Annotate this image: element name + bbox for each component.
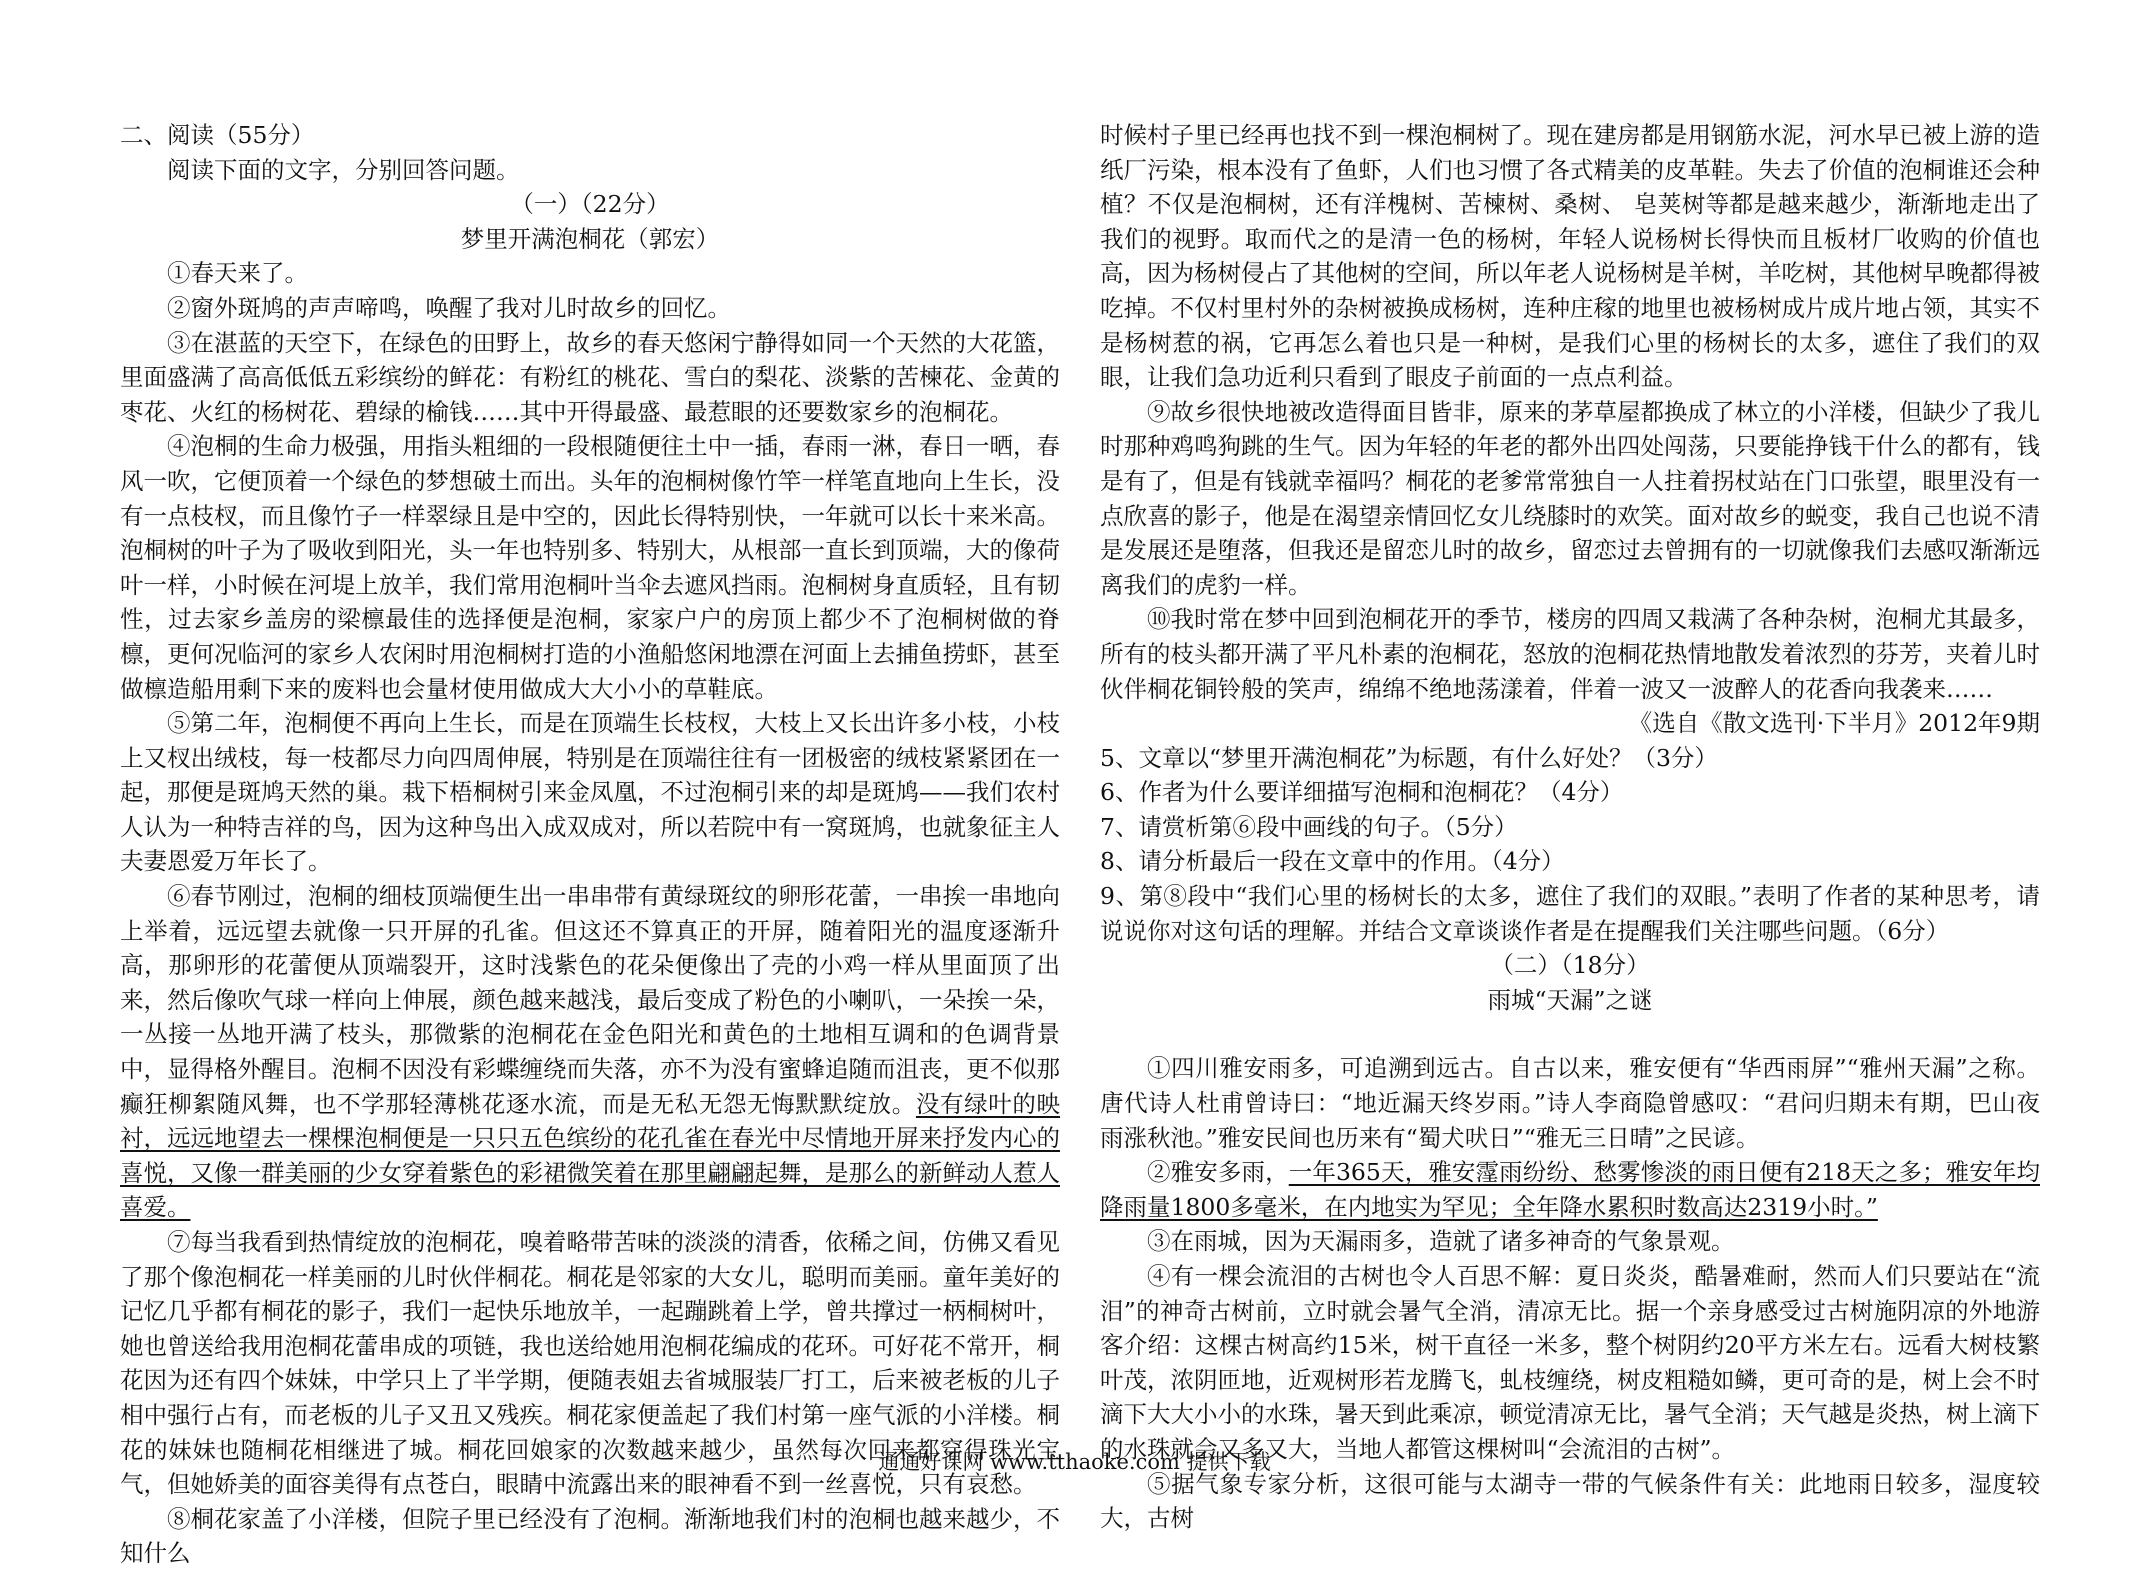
paragraph: ③在湛蓝的天空下，在绿色的田野上，故乡的春天悠闲宁静得如同一个天然的大花篮，里面盛满了高高低低五彩缤纷的鲜花：有粉红的桃花、雪白的梨花、淡紫的苦楝花、金黄的枣花、火红的杨树花、碧绿的榆钱……其中开得最盛、最惹眼的还要数家乡的泡桐花。 — [120, 328, 1060, 426]
right-column — [1100, 118, 2040, 1536]
part2-paragraph-3: ③在雨城，因为天漏雨多，造就了诸多神奇的气象景观。 — [1147, 1227, 1735, 1256]
spacer — [1100, 1017, 2040, 1051]
page-footer: 通通好课网 www.tthaoke.com 提供下载 — [878, 1450, 1271, 1474]
source-citation: 《选自《散文选刊·下半月》2012年9期 — [1628, 709, 2040, 738]
part1-title: 梦里开满泡桐花（郭宏） — [460, 224, 720, 253]
question-9: 9、第⑧段中“我们心里的杨树长的太多，遮住了我们的双眼。”表明了作者的某种思考，请说说你对这句话的理解。并结合文章谈谈作者是在提醒我们关注哪些问题。（6分） — [1100, 882, 2040, 945]
para6-text: ⑥春节刚过，泡桐的细枝顶端便生出一串串带有黄绿斑纹的卵形花蕾，一串挨一串地向上举着，远远望去就像一只开屏的孔雀。但这还不算真正的开屏，随着阳光的温度逐渐升高，那卵形的花蕾便从顶端裂开，这时浅紫色的花朵便像出了壳的小鸡一样从里面顶了出来，然后像吹气球一样向上伸展，颜色越来越浅，最后变成了粉色的小喇叭，一朵挨一朵，一丛接一丛地开满了枝头，那微紫的泡桐花在金色阳光和黄色的土地相互调和的色调背景中，显得格外醒目。泡桐不因没有彩蝶缠绕而失落，亦不为没有蜜蜂追随而沮丧，更不似那癫狂柳絮随风舞，也不学那轻薄桃花逐水流，而是无私无怨无悔默默绽放。 — [120, 882, 1060, 1118]
paragraph-6 — [120, 879, 1060, 1225]
paragraph: ②窗外斑鸠的声声啼鸣，唤醒了我对儿时故乡的回忆。 — [167, 293, 731, 322]
left-column — [120, 118, 1060, 1571]
paragraph: ①春天来了。 — [167, 259, 308, 288]
part2-heading: （二）（18分） — [1490, 951, 1650, 980]
part2-title: 雨城“天漏”之谜 — [1487, 985, 1653, 1014]
question-5: 5、文章以“梦里开满泡桐花”为标题，有什么好处？（3分） — [1100, 743, 1718, 772]
p2-para2-text: ②雅安多雨， — [1147, 1158, 1289, 1187]
paragraph-9: ⑨故乡很快地被改造得面目皆非，原来的茅草屋都换成了林立的小洋楼，但缺少了我儿时那种鸡鸣狗跳的生气。因为年轻的年老的都外出四处闯荡，只要能挣钱干什么的都有，钱是有了，但是有钱就幸福吗？桐花的老爹常常独自一人拄着拐杖站在门口张望，眼里没有一点欣喜的影子，他是在渴望亲情回忆女儿绕膝时的欢笑。面对故乡的蜕变，我自己也说不清是发展还是堕落，但我还是留恋儿时的故乡，留恋过去曾拥有的一切就像我们去感叹渐渐远离我们的虎豹一样。 — [1100, 397, 2040, 599]
p2-para2-underlined: 一年365天，雅安霪雨纷纷、愁雾惨淡的雨日便有218天之多；雅安年均降雨量1800多毫米，在内地实为罕见；全年降水累积时数高达2319小时。” — [1100, 1158, 2040, 1221]
part2-paragraph-2 — [1100, 1155, 2040, 1224]
paragraph: ⑤第二年，泡桐便不再向上生长，而是在顶端生长枝杈，大枝上又长出许多小枝，小枝上又杈出绒枝，每一枝都尽力向四周伸展，特别是在顶端往往有一团极密的绒枝紧紧团在一起，那便是斑鸠天然的巢。栽下梧桐树引来金凤凰，不过泡桐引来的却是斑鸠——我们农村人认为一种特吉祥的鸟，因为这种鸟出入成双成对，所以若院中有一窝斑鸠，也就象征主人夫妻恩爱万年长了。 — [120, 709, 1060, 876]
part2-paragraph-1: ①四川雅安雨多，可追溯到远古。自古以来，雅安便有“华西雨屏”“雅州天漏”之称。唐代诗人杜甫曾诗曰：“地近漏天终岁雨。”诗人李商隐曾感叹：“君问归期未有期，巴山夜雨涨秋池。”雅安民间也历来有“蜀犬吠日”“雅无三日晴”之民谚。 — [1100, 1054, 2040, 1152]
question-6: 6、作者为什么要详细描写泡桐和泡桐花？（4分） — [1100, 778, 1624, 807]
question-7: 7、请赏析第⑥段中画线的句子。（5分） — [1100, 812, 1518, 841]
paragraph-7: ⑦每当我看到热情绽放的泡桐花，嗅着略带苦味的淡淡的清香，依稀之间，仿佛又看见了那个像泡桐花一样美丽的儿时伙伴桐花。桐花是邻家的大女儿，聪明而美丽。童年美好的记忆几乎都有桐花的影子，我们一起快乐地放羊，一起蹦跳着上学，曾共撑过一柄桐树叶，她也曾送给我用泡桐花蕾串成的项链，我也送给她用泡桐花编成的花环。可好花不常开，桐花因为还有四个妹妹，中学只上了半学期，便随表姐去省城服装厂打工，后来被老板的儿子相中强行占有，而老板的儿子又丑又残疾。桐花家便盖起了我们村第一座气派的小洋楼。桐花的妹妹也随桐花相继进了城。桐花回娘家的次数越来越少，虽然每次回来都穿得珠光宝气，但她娇美的面容美得有点苍白，眼睛中流露出来的眼神看不到一丝喜悦，只有哀愁。 — [120, 1228, 1060, 1499]
paragraph-10: ⑩我时常在梦中回到泡桐花开的季节，楼房的四周又栽满了各种杂树，泡桐尤其最多，所有的枝头都开满了平凡朴素的泡桐花，怒放的泡桐花热情地散发着浓烈的芬芳，夹着儿时伙伴桐花铜铃般的笑声，绵绵不绝地荡漾着，伴着一波又一波醉人的花香向我袭来…… — [1100, 605, 2040, 703]
part1-heading: （一）（22分） — [510, 190, 670, 219]
section-heading: 二、阅读（55分） — [120, 121, 315, 149]
part2-paragraph-4: ④有一棵会流泪的古树也令人百思不解：夏日炎炎，酷暑难耐，然而人们只要站在“流泪”的神奇古树前，立时就会暑气全消，清凉无比。据一个亲身感受过古树施阴凉的外地游客介绍：这棵古树高约15米，树干直径一米多，整个树阴约20平方米左右。远看大树枝繁叶茂，浓阴匝地，近观树形若龙腾飞，虬枝缠绕，树皮粗糙如鳞，更可奇的是，树上会不时滴下大大小小的水珠，暑天到此乘凉，顿觉清凉无比，暑气全消；天气越是炎热，树上滴下的水珠就会又多又大，当地人都管这棵树叫“会流泪的古树”。 — [1100, 1262, 2040, 1463]
paragraph: ④泡桐的生命力极强，用指头粗细的一段根随便往土中一插，春雨一淋，春日一晒，春风一吹，它便顶着一个绿色的梦想破土而出。头年的泡桐树像竹竿一样笔直地向上生长，没有一点枝杈，而且像竹子一样翠绿且是中空的，因此长得特别快，一年就可以长十来米高。泡桐树的叶子为了吸收到阳光，头一年也特别多、特别大，从根部一直长到顶端，大的像荷叶一样，小时候在河堤上放羊，我们常用泡桐叶当伞去遮风挡雨。泡桐树身直质轻，且有韧性，过去家乡盖房的梁檩最佳的选择便是泡桐，家家户户的房顶上都少不了泡桐树做的脊檩，更何况临河的家乡人农闲时用泡桐树打造的小渔船悠闲地漂在河面上去捕鱼捞虾，甚至做檩造船用剩下来的废料也会量材使用做成大大小小的草鞋底。 — [120, 432, 1060, 703]
paragraph-8-continued: 时候村子里已经再也找不到一棵泡桐树了。现在建房都是用钢筋水泥，河水早已被上游的造纸厂污染，根本没有了鱼虾，人们也习惯了各式精美的皮革鞋。失去了价值的泡桐谁还会种植？不仅是泡桐树，还有洋槐树、苦楝树、桑树、 皂荚树等都是越来越少，渐渐地走出了我们的视野。取而代之的是清一色的杨树，年轻人说杨树长得快而且板材厂收购的价值也高，因为杨树侵占了其他树的空间，所以年老人说杨树是羊树，羊吃树，其他树早晚都得被吃掉。不仅村里村外的杂树被换成杨树，连种庄稼的地里也被杨树成片成片地占领，其实不是杨树惹的祸，它再怎么着也只是一种树，是我们心里的杨树长的太多，遮住了我们的双眼，让我们急功近利只看到了眼皮子前面的一点点利益。 — [1100, 121, 2041, 392]
para6-underlined-sentence: 没有绿叶的映衬，远远地望去一棵棵泡桐便是一只只五色缤纷的花孔雀在春光中尽情地开屏来抒发内心的喜悦，又像一群美丽的少女穿着紫色的彩裙微笑着在那里翩翩起舞，是那么的新鲜动人惹人喜爱。 — [120, 1089, 1061, 1222]
instruction: 阅读下面的文字，分别回答问题。 — [167, 155, 520, 184]
paragraph-8-start: ⑧桐花家盖了小洋楼，但院子里已经没有了泡桐。渐渐地我们村的泡桐也越来越少，不知什么 — [120, 1504, 1060, 1568]
question-8: 8、请分析最后一段在文章中的作用。（4分） — [1100, 847, 1565, 876]
part2-paragraph-5: ⑤据气象专家分析，这很可能与太湖寺一带的气候条件有关：此地雨日较多，湿度较大，古树 — [1100, 1469, 2040, 1533]
